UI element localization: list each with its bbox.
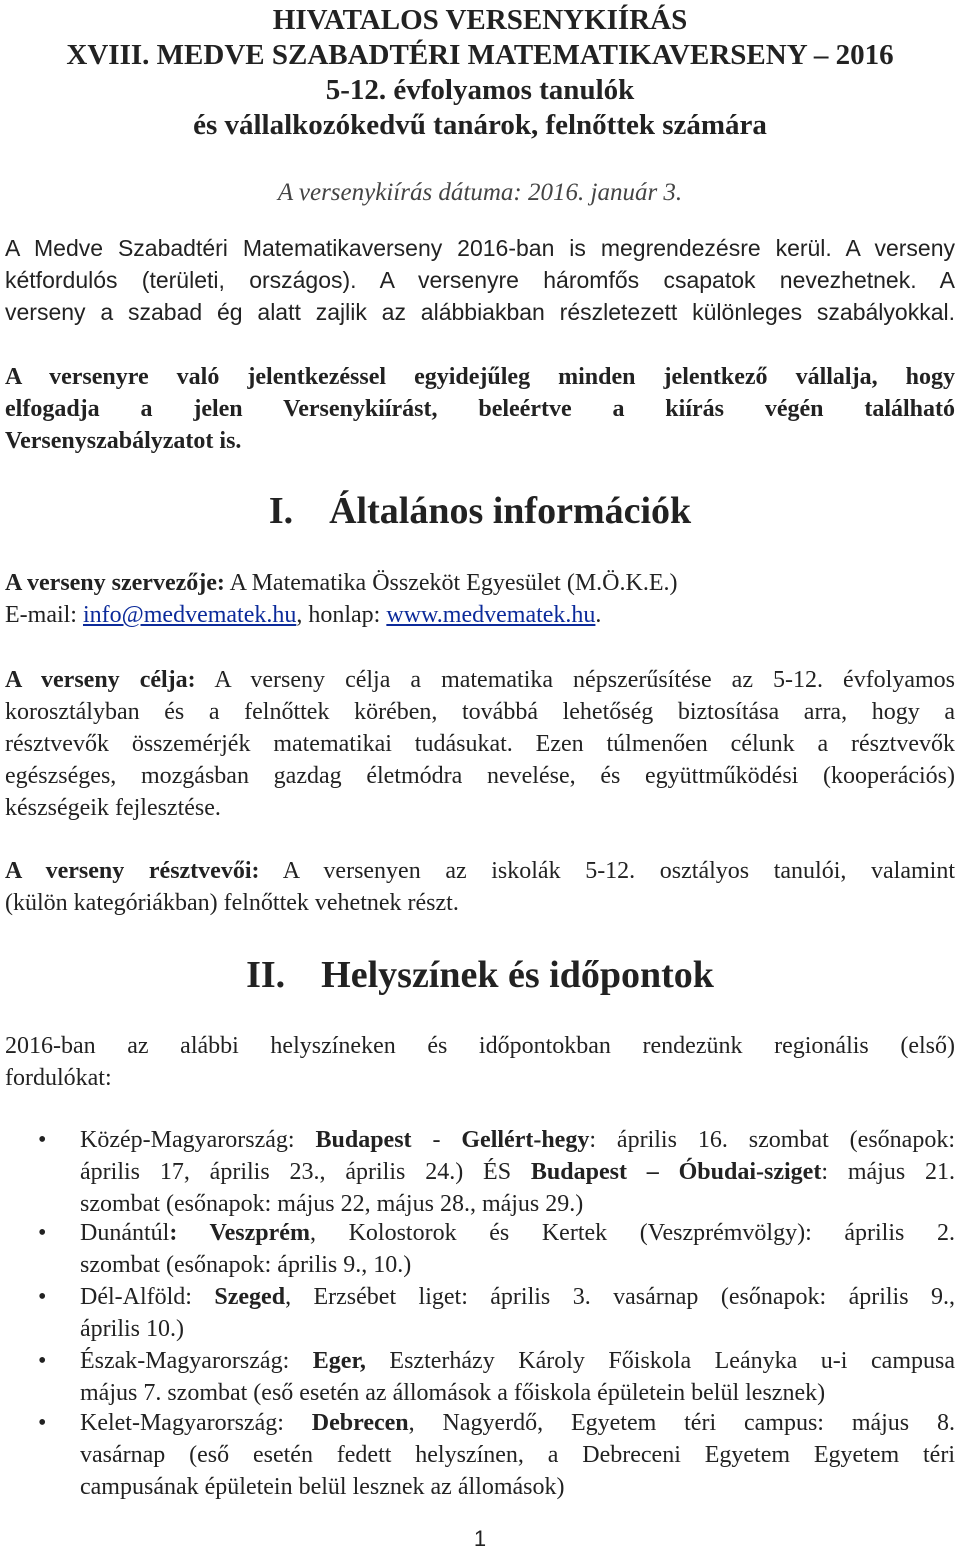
goal-line: résztvevők összemérjék matematikai tudásukat. Ezen túlmenően célunk a résztvevők	[5, 731, 955, 757]
acceptance-line: A versenyre való jelentkezéssel egyidejűleg minden jelentkező vállalja, hogy	[5, 364, 955, 390]
intro-line: verseny a szabad ég alatt zajlik az alábbiakban részletezett különleges szabályokkal.	[5, 299, 955, 325]
intro-line: A Medve Szabadtéri Matematikaverseny 2016-ban is megrendezésre kerül. A verseny	[5, 235, 955, 261]
organizer-label: A verseny szervezője:	[5, 570, 225, 596]
section-title: Általános információk	[329, 490, 692, 532]
doc-audience-line-2: és vállalkozókedvű tanárok, felnőttek számára	[193, 109, 767, 141]
list-item-text: Észak-Magyarország: Eger, Eszterházy Károly Főiskola Leányka u-i campusa május 7. szombat (eső esetén az állomások a főiskola épületein belül lesznek)	[80, 1348, 955, 1406]
goal-line: készségeik fejlesztése.	[5, 795, 221, 821]
participants-paragraph	[5, 855, 955, 919]
participants-line: A verseny résztvevői: A versenyen az iskolák 5-12. osztályos tanulói, valamint	[5, 858, 955, 884]
section-heading-2	[0, 953, 960, 997]
bullet-icon: •	[38, 1220, 47, 1246]
list-item-text: Dél-Alföld: Szeged, Erzsébet liget: április 3. vasárnap (esőnapok: április 9., április 10.)	[80, 1284, 955, 1342]
participants-label: A verseny résztvevői:	[5, 858, 260, 884]
goal-label: A verseny célja:	[5, 667, 196, 693]
doc-audience-line: 5-12. évfolyamos tanulók	[325, 74, 635, 106]
web-suffix: .	[595, 602, 602, 628]
goal-line: egészséges, mozgásban gazdag életmódra nevelése, és együttműködési (kooperációs)	[5, 763, 955, 789]
organizer-block	[5, 567, 955, 631]
goal-line: korosztályban és a felnőttek körében, továbbá lehetőség biztosítása arra, hogy a	[5, 699, 955, 725]
list-item-text: Dunántúl: Veszprém, Kolostorok és Kertek (Veszprémvölgy): április 2. szombat (esőnapok: április 9., 10.)	[80, 1220, 955, 1278]
section-heading-1	[0, 489, 960, 533]
page-number: 1	[473, 1526, 487, 1551]
section-number: I.	[268, 490, 294, 532]
intro-paragraph	[5, 232, 955, 328]
bullet-icon: •	[38, 1127, 47, 1153]
email-label: E-mail:	[5, 602, 83, 628]
goal-line: A verseny célja: A verseny célja a matematika népszerűsítése az 5-12. évfolyamos	[5, 667, 956, 693]
rounds-intro-line: 2016-ban az alábbi helyszíneken és időpontokban rendezünk regionális (első)	[5, 1033, 955, 1059]
list-item-text: Közép-Magyarország: Budapest - Gellért-hegy: április 16. szombat (esőnapok: április 17, április 23., április 24.) ÉS Budapest – Óbudai-sziget: május 21. szombat (esőnapok: május 22, május 28., május 29.)	[80, 1127, 956, 1217]
rounds-intro-paragraph	[5, 1030, 955, 1094]
bullet-icon: •	[38, 1348, 47, 1374]
participants-line: (külön kategóriákban) felnőttek vehetnek részt.	[5, 890, 459, 916]
acceptance-line: elfogadja a jelen Versenykiírást, beleértve a kiírás végén található	[5, 396, 955, 422]
doc-title: HIVATALOS VERSENYKIÍRÁS	[272, 4, 688, 36]
organizer-text: A Matematika Összeköt Egyesület (M.Ö.K.E.)	[224, 570, 678, 596]
issue-date: A versenykiírás dátuma: 2016. január 3.	[277, 179, 683, 206]
website-link[interactable]: www.medvematek.hu	[386, 602, 596, 628]
section-number: II.	[246, 954, 286, 996]
section-title: Helyszínek és időpontok	[321, 954, 714, 996]
organizer-line	[5, 567, 955, 599]
contact-line	[5, 599, 955, 631]
goal-paragraph	[5, 664, 955, 824]
doc-subtitle: XVIII. MEDVE SZABADTÉRI MATEMATIKAVERSENY – 2016	[66, 39, 894, 71]
web-label: , honlap:	[296, 602, 387, 628]
intro-line: kétfordulós (területi, országos). A versenyre háromfős csapatok nevezhetnek. A	[5, 267, 955, 293]
bullet-icon: •	[38, 1284, 47, 1310]
bullet-icon: •	[38, 1410, 47, 1436]
list-item-text: Kelet-Magyarország: Debrecen, Nagyerdő, Egyetem téri campus: május 8. vasárnap (eső esetén fedett helyszínen, a Debreceni Egyetem Egyetem téri campusának épületein belül lesznek az állomások)	[80, 1410, 955, 1500]
rounds-intro-line: fordulókat:	[5, 1065, 112, 1091]
acceptance-paragraph	[5, 361, 955, 457]
email-link[interactable]: info@medvematek.hu	[82, 602, 297, 628]
acceptance-line: Versenyszabályzatot is.	[5, 428, 242, 454]
